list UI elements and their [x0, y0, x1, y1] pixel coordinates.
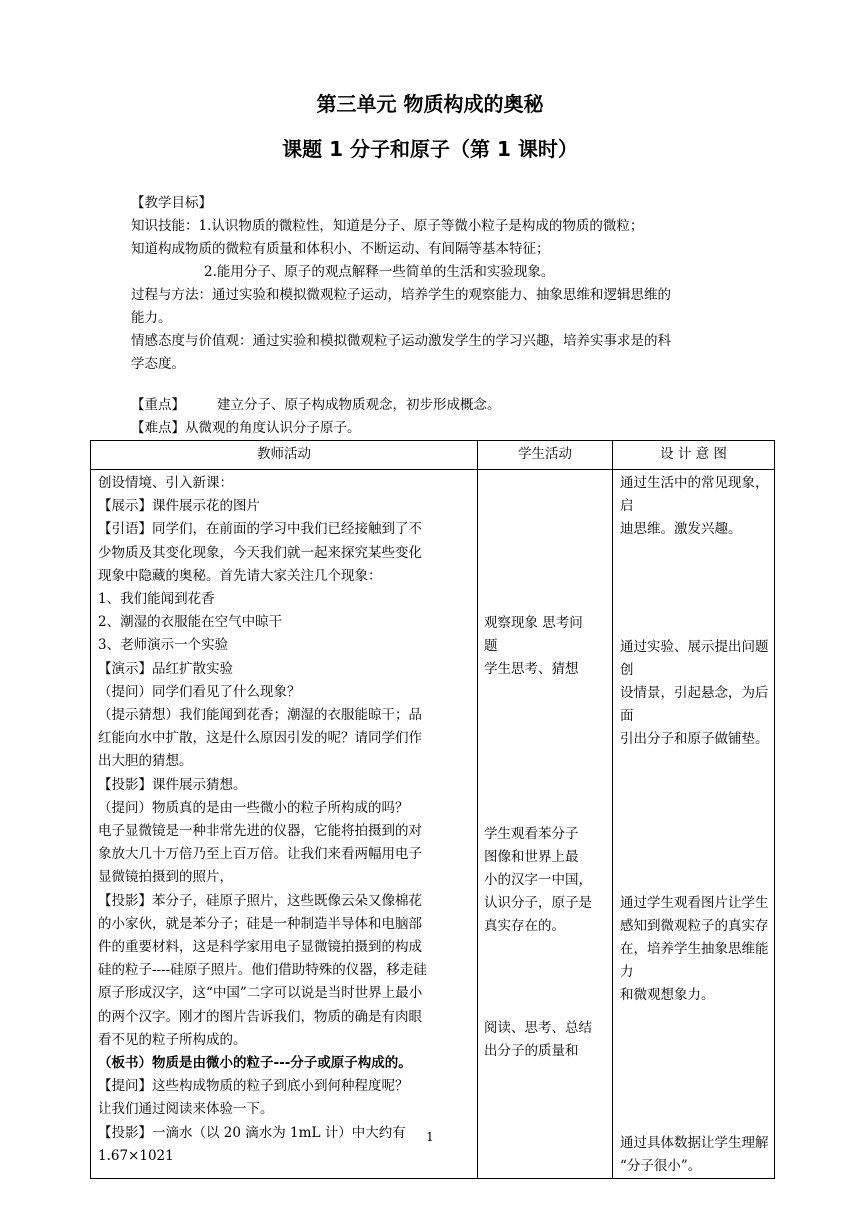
design-line: 通过实验、展示提出问题创: [620, 638, 769, 678]
objective-line: 能力。: [131, 310, 172, 326]
student-line: 阅读、思考、总结: [484, 1019, 592, 1036]
student-line: 图像和世界上最: [484, 848, 579, 865]
design-line: 在，培养学生抽象思维能力: [620, 941, 769, 981]
table-row: [91, 470, 775, 1179]
design-intent-cell: [613, 470, 775, 1179]
difficulty: 【难点】从微观的角度认识分子原子。: [131, 420, 361, 436]
teacher-line: 【投影】一滴水（以 20 滴水为 1mL 计）中大约有 1.67×1021: [98, 1124, 406, 1164]
teacher-line: （提问）同学们看见了什么现象？: [98, 683, 301, 700]
teacher-line: 让我们通过阅读来体验一下。: [98, 1101, 274, 1118]
teacher-line: 象放大几十万倍乃至上百万倍。让我们来看两幅用电子: [98, 846, 422, 863]
objective-line: 知识技能：1.认识物质的微粒性，知道是分子、原子等微小粒子是构成的物质的微粒；: [131, 218, 644, 234]
header-student: 学生活动: [478, 441, 613, 470]
teacher-line: （提示猜想）我们能闻到花香；潮湿的衣服能晾干；品: [98, 707, 422, 724]
design-line: 通过具体数据让学生理解: [620, 1134, 769, 1151]
student-line: 学生观看苯分子: [484, 825, 579, 842]
teacher-line: 3、老师演示一个实验: [98, 637, 229, 654]
teaching-objectives: [131, 192, 741, 440]
student-activity-cell: [478, 470, 613, 1179]
unit-title: 第三单元 物质构成的奥秘: [316, 92, 544, 116]
teacher-line: 2、潮湿的衣服能在空气中晾干: [98, 614, 283, 631]
objective-line: 过程与方法：通过实验和模拟微观粒子运动，培养学生的观察能力、抽象思维和逻辑思维的: [131, 287, 671, 303]
objective-line: 2.能用分子、原子的观点解释一些简单的生活和实验现象。: [204, 264, 555, 280]
student-line: 观察现象 思考问: [484, 615, 583, 631]
teacher-line: 出大胆的猜想。: [98, 753, 193, 770]
teacher-line: 的小家伙，就是苯分子；硅是一种制造半导体和电脑部: [98, 915, 422, 932]
student-line: 学生思考、猜想: [484, 661, 579, 678]
design-line: 设情景，引起悬念，为后面: [620, 685, 769, 725]
teacher-line: 现象中隐藏的奥秘。首先请大家关注几个现象：: [98, 567, 382, 584]
student-line: 认识分子，原子是: [484, 895, 592, 912]
lesson-table: [90, 440, 775, 1179]
teacher-line: 件的重要材料，这是科学家用电子显微镜拍摄到的构成: [98, 939, 422, 956]
objectives-heading: 【教学目标】: [131, 195, 212, 211]
design-line: 引出分子和原子做铺垫。: [620, 731, 769, 748]
teacher-line: 少物质及其变化现象，今天我们就一起来探究某些变化: [98, 544, 422, 561]
design-line: 通过学生观看图片让学生: [620, 894, 769, 911]
objective-line: 情感态度与价值观：通过实验和模拟微观粒子运动激发学生的学习兴趣，培养实事求是的科: [131, 333, 671, 349]
key-point-label: 【重点】: [131, 397, 185, 413]
teacher-line: 【投影】课件展示猜想。: [98, 776, 247, 793]
design-line: 通过生活中的常见现象，启: [620, 475, 769, 515]
student-line: 真实存在的。: [484, 918, 565, 935]
board-note: （板书）物质是由微小的粒子---分子或原子构成的。: [98, 1055, 412, 1072]
teacher-line: 的两个汉字。刚才的图片告诉我们，物质的确是有肉眼: [98, 1008, 422, 1025]
header-design: 设 计 意 图: [613, 441, 775, 470]
lesson-title: 课题 1 分子和原子（第 1 课时）: [282, 137, 578, 161]
teacher-line: 显微镜拍摄到的照片，: [98, 869, 233, 886]
teacher-line: 【提问】这些构成物质的粒子到底小到何种程度呢？: [98, 1078, 409, 1095]
header-teacher: 教师活动: [91, 441, 478, 470]
key-point-text: 建立分子、原子构成物质观念，初步形成概念。: [217, 397, 501, 413]
student-line: 出分子的质量和: [484, 1042, 579, 1059]
student-line: 题: [484, 638, 498, 655]
student-line: 小的汉字一中国，: [484, 872, 592, 889]
design-line: 和微观想象力。: [620, 987, 715, 1004]
teacher-line: 【引语】同学们，在前面的学习中我们已经接触到了不: [98, 521, 422, 538]
teacher-line: 创设情境、引入新课：: [98, 475, 233, 491]
teacher-line: 【演示】品红扩散实验: [98, 660, 233, 677]
teacher-line: 看不见的粒子所构成的。: [98, 1031, 247, 1048]
table-header-row: [91, 441, 775, 470]
design-line: 迪思维。激发兴趣。: [620, 521, 742, 538]
page-number: 1: [426, 1130, 434, 1144]
teacher-line: 原子形成汉字，这“中国”二字可以说是当时世界上最小: [98, 985, 423, 1002]
objective-line: 学态度。: [131, 356, 185, 372]
teacher-line: 【展示】课件展示花的图片: [98, 498, 260, 515]
teacher-line: 电子显微镜是一种非常先进的仪器，它能将拍摄到的对: [98, 823, 422, 840]
teacher-line: 硅的粒子----硅原子照片。他们借助特殊的仪器，移走硅: [98, 962, 427, 979]
teacher-activity-cell: [91, 470, 478, 1179]
teacher-line: （提问）物质真的是由一些微小的粒子所构成的吗？: [98, 799, 409, 816]
teacher-line: 红能向水中扩散，这是什么原因引发的呢？请同学们作: [98, 730, 422, 747]
design-line: 感知到微观粒子的真实存: [620, 917, 769, 934]
key-point: [131, 394, 741, 417]
teacher-line: 【投影】苯分子，硅原子照片，这些既像云朵又像棉花: [98, 892, 422, 909]
teacher-line: 1、我们能闻到花香: [98, 591, 215, 608]
objective-line: 知道构成物质的微粒有质量和体积小、不断运动、有间隔等基本特征；: [131, 241, 550, 257]
design-line: “分子很小”。: [620, 1157, 702, 1174]
